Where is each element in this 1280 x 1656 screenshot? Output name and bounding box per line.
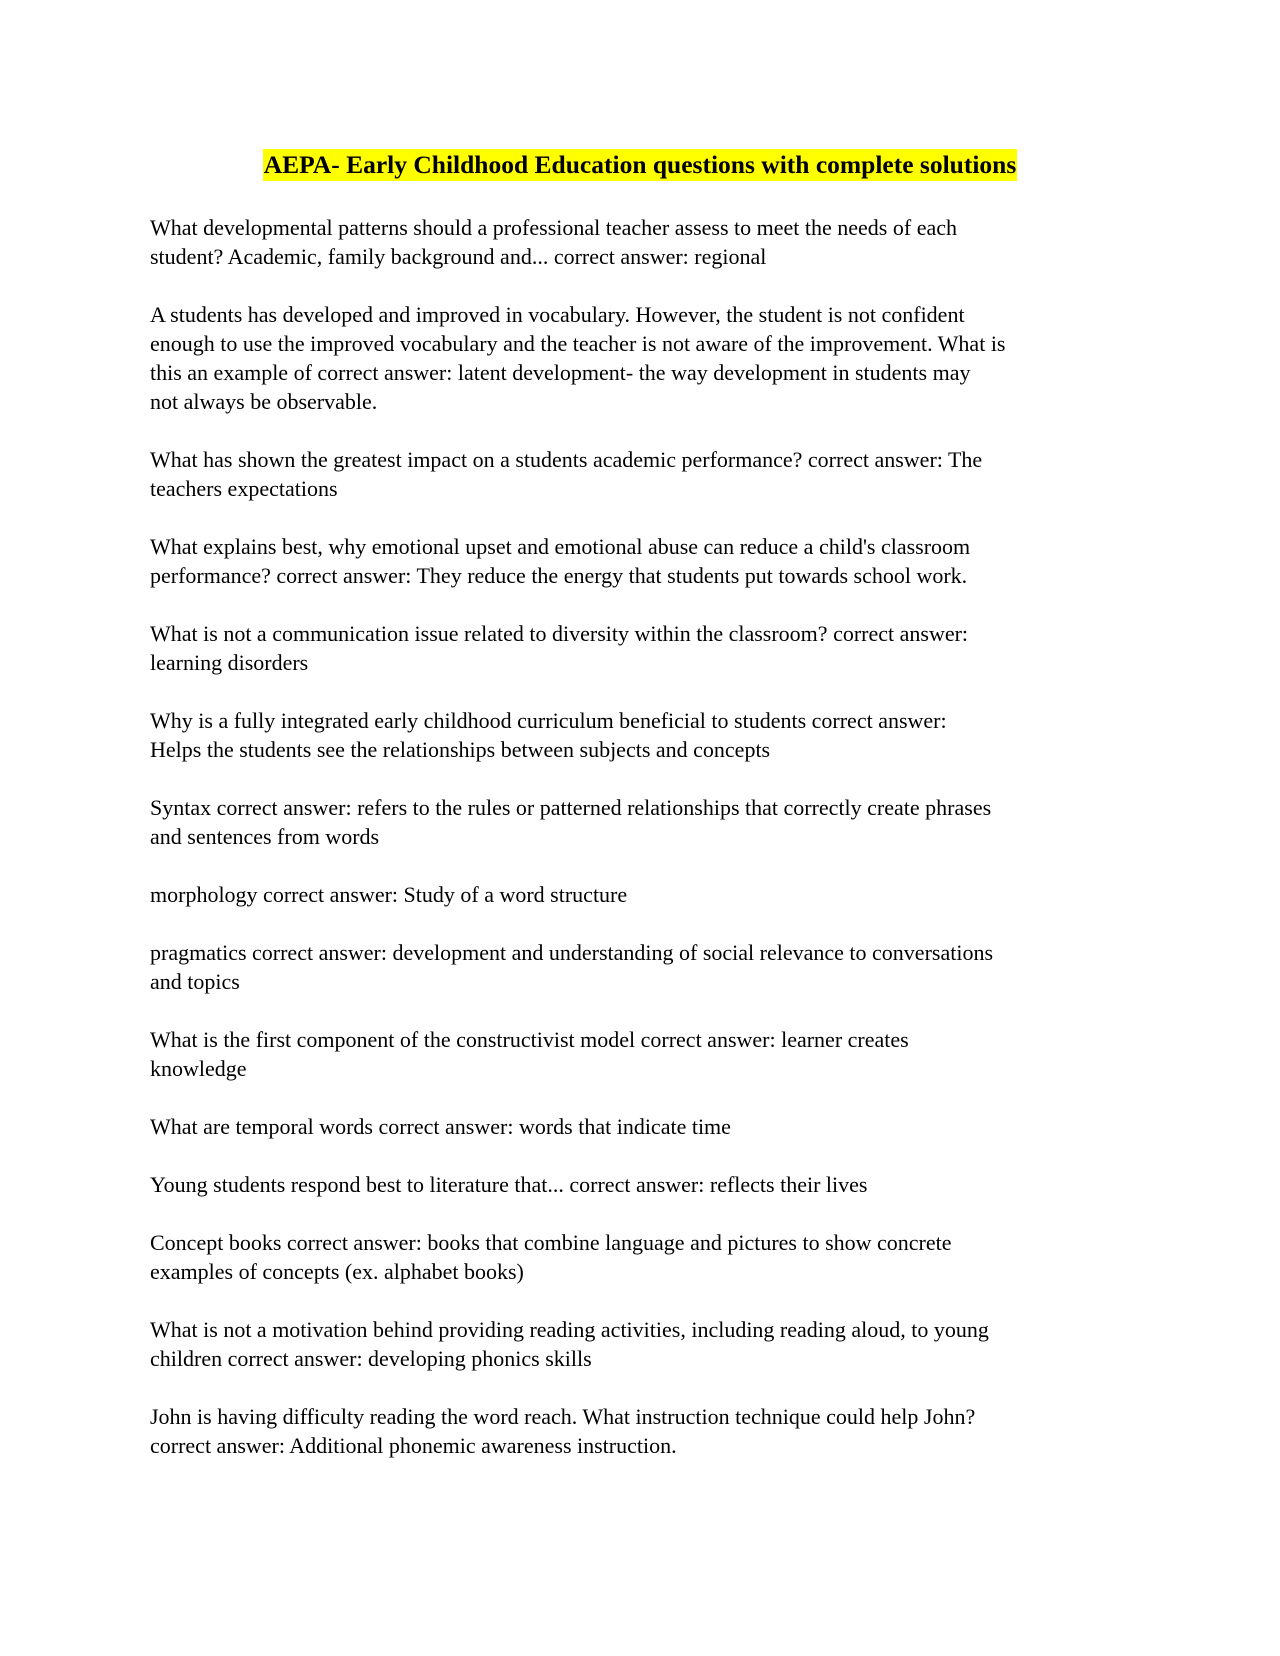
qa-item: A students has developed and improved in vocabulary. However, the student is not confident enough to use the improved vocabulary and the teacher is not aware of the improvement. What is this an example of correct answer: latent development- the way development in students may not always be observable. (150, 302, 1006, 414)
qa-item: What is not a communication issue related to diversity within the classroom? correct answer: learning disorders (150, 621, 969, 675)
document-title: AEPA- Early Childhood Education questions with complete solutions (263, 150, 1017, 179)
qa-item: What explains best, why emotional upset and emotional abuse can reduce a child's classroom performance? correct answer: They reduce the energy that students put towards school work. (150, 534, 971, 588)
qa-item: Young students respond best to literature that... correct answer: reflects their lives (150, 1172, 868, 1197)
qa-item: Syntax correct answer: refers to the rules or patterned relationships that correctly create phrases and sentences from words (150, 795, 992, 849)
qa-item: What is not a motivation behind providing reading activities, including reading aloud, to young children correct answer: developing phonics skills (150, 1317, 989, 1371)
qa-item: What developmental patterns should a professional teacher assess to meet the needs of each student? Academic, family background and... correct answer: regional (150, 215, 957, 269)
qa-item: Concept books correct answer: books that combine language and pictures to show concrete examples of concepts (ex. alphabet books) (150, 1230, 952, 1284)
qa-item: What has shown the greatest impact on a students academic performance? correct answer: The teachers expectations (150, 447, 983, 501)
qa-item: What are temporal words correct answer: words that indicate time (150, 1114, 731, 1139)
qa-list (150, 213, 1130, 1489)
qa-item: morphology correct answer: Study of a word structure (150, 882, 628, 907)
qa-item: What is the first component of the constructivist model correct answer: learner creates knowledge (150, 1027, 909, 1081)
qa-item: pragmatics correct answer: development and understanding of social relevance to conversations and topics (150, 940, 994, 994)
qa-item: John is having difficulty reading the word reach. What instruction technique could help John? correct answer: Additional phonemic awareness instruction. (150, 1404, 976, 1458)
qa-item: Why is a fully integrated early childhood curriculum beneficial to students correct answer: Helps the students see the relationships between subjects and concepts (150, 708, 947, 762)
title-container (0, 149, 1280, 181)
